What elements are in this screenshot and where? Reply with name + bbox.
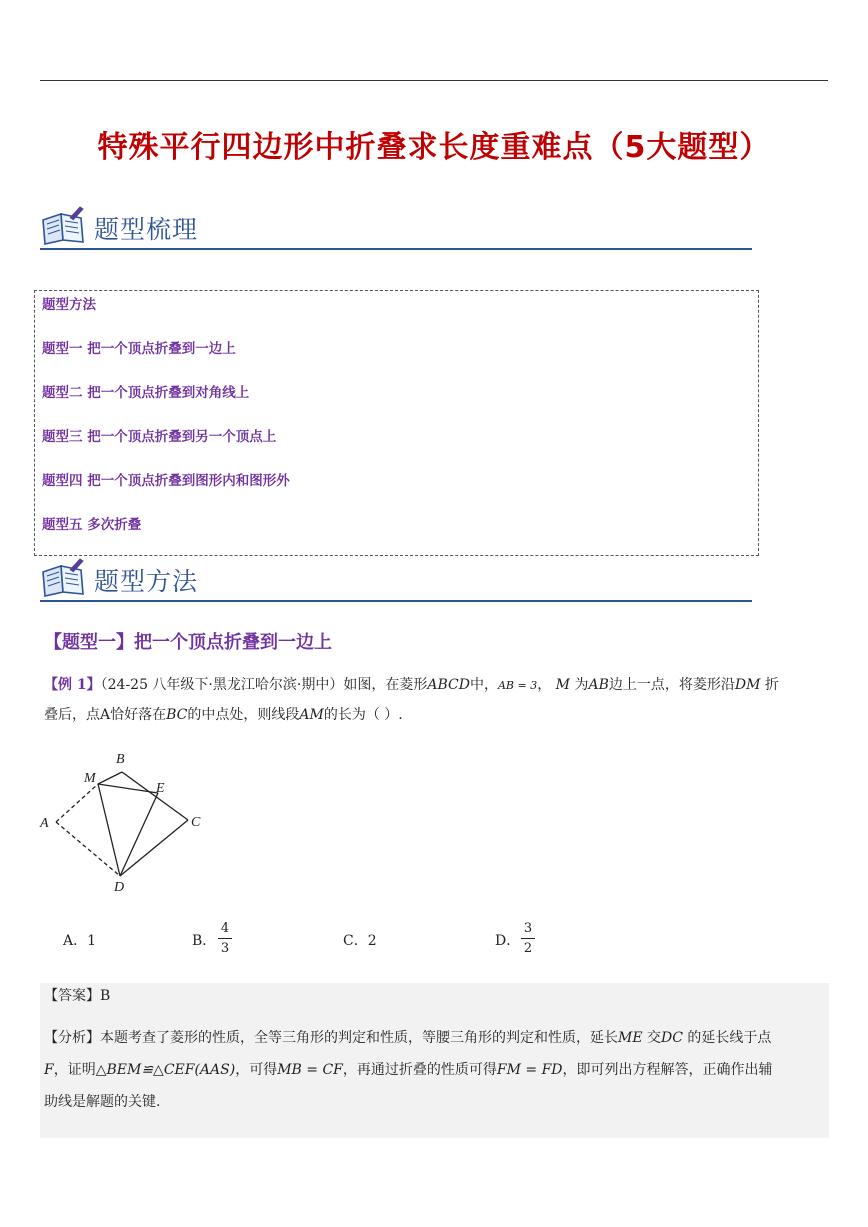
analysis-line-3: 助线是解题的关键.	[44, 1094, 161, 1110]
edge-bc	[122, 772, 188, 820]
toc-item: 题型方法	[42, 297, 96, 313]
book-icon	[40, 558, 86, 598]
choice-d[interactable]: D． 3 2	[495, 920, 545, 960]
fraction: 4 3	[218, 920, 232, 957]
section-rule	[40, 248, 752, 250]
example-tag: 【例 1】	[44, 677, 101, 693]
toc-item: 题型三 把一个顶点折叠到另一个顶点上	[42, 429, 277, 445]
book-icon	[40, 206, 86, 246]
toc-item: 题型一 把一个顶点折叠到一边上	[42, 341, 236, 357]
label-d: D	[114, 880, 125, 895]
edge-cd	[120, 820, 188, 876]
analysis-line-2: F，证明△BEM≌△CEF(AAS)，可得MB = CF，再通过折叠的性质可得FM = FD，即可列出方程解答，正确作出辅	[44, 1062, 773, 1078]
fraction: 3 2	[521, 920, 535, 957]
analysis-line-1: 【分析】本题考查了菱形的性质，全等三角形的判定和性质，等腰三角形的判定和性质，延长ME 交DC 的延长线于点	[44, 1030, 772, 1046]
section-rule	[40, 600, 752, 602]
label-c: C	[191, 815, 201, 830]
edge-mb	[98, 772, 122, 784]
answer-box	[40, 983, 829, 1138]
crease-md	[98, 784, 120, 876]
rhombus-figure	[36, 745, 216, 895]
answer-tag: 【答案】	[44, 988, 100, 1004]
label-b: B	[116, 752, 125, 767]
answer-value: B	[100, 988, 111, 1004]
example-line-2: 叠后，点A恰好落在BC的中点处，则线段AM的长为（ ）.	[44, 707, 403, 723]
type-heading: 【题型一】把一个顶点折叠到一边上	[44, 632, 332, 653]
fold-line-ad	[56, 822, 120, 876]
choice-b[interactable]: B． 4 3	[192, 920, 242, 960]
analysis-tag: 【分析】	[44, 1030, 100, 1046]
top-rule	[40, 80, 828, 81]
label-a: A	[40, 816, 49, 831]
fold-line-am	[56, 784, 98, 822]
section-header-methods	[40, 556, 752, 604]
toc-item: 题型五 多次折叠	[42, 517, 142, 533]
label-m: M	[84, 771, 96, 786]
label-e: E	[156, 781, 165, 796]
answer-line	[44, 986, 110, 1006]
toc-item: 题型四 把一个顶点折叠到图形内和图形外	[42, 473, 290, 489]
section-label: 题型梳理	[94, 215, 199, 244]
toc-box	[34, 290, 759, 556]
example-line-1: 【例 1】（24-25 八年级下·黑龙江哈尔滨·期中）如图，在菱形ABCD中，AB = 3， M 为AB边上一点，将菱形沿DM 折	[44, 677, 779, 693]
segment-ed	[120, 793, 158, 876]
segment-me	[98, 784, 158, 793]
section-label: 题型方法	[94, 567, 199, 596]
section-header-summary	[40, 204, 752, 252]
page-title: 特殊平行四边形中折叠求长度重难点（5大题型）	[97, 130, 771, 165]
toc-item: 题型二 把一个顶点折叠到对角线上	[42, 385, 250, 401]
